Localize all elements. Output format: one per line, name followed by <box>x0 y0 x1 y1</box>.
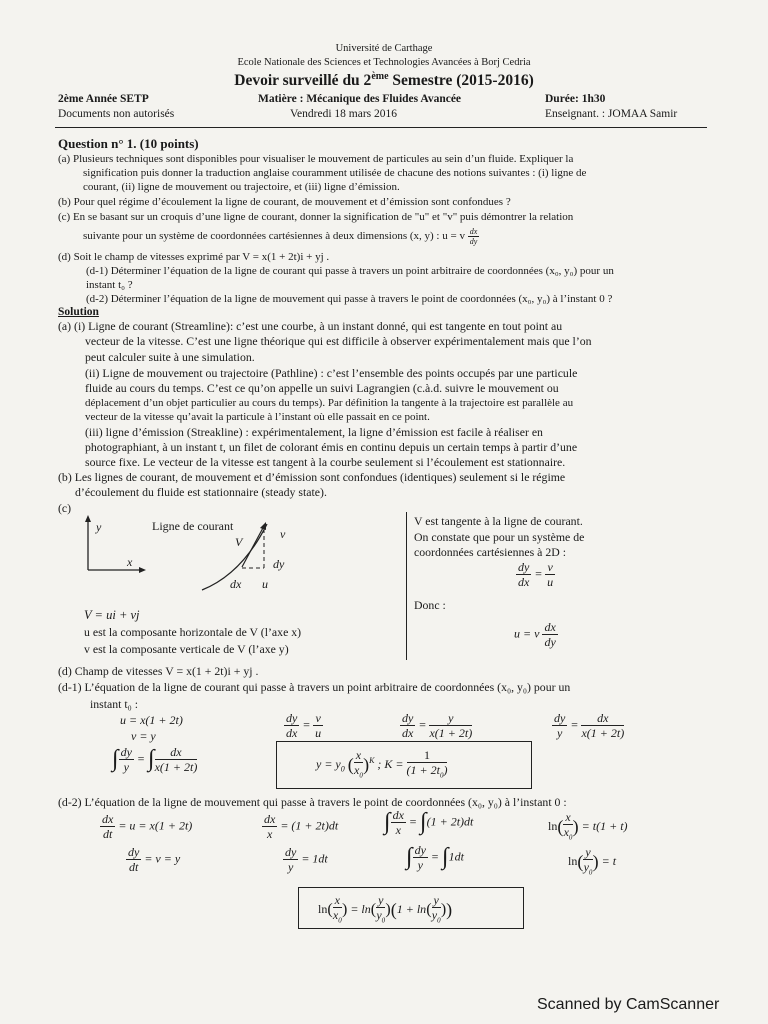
d2-integral-y-eq: ∫ $\frac{dy}{y}$ = ∫1dt <box>406 843 464 872</box>
d2-dx-x-eq: $\frac{dx}{x}$ = (1 + 2t)dt <box>264 812 339 841</box>
exam-date: Vendredi 18 mars 2016 <box>290 108 397 120</box>
sketch-y-label: y <box>96 520 102 534</box>
sketch-x-label: x <box>127 555 133 569</box>
duration-label: Durée: 1h30 <box>545 93 606 105</box>
u-component-desc: u est la composante horizontale de V (l’axe x) <box>84 625 302 639</box>
solution-a-ii-line4: vecteur de la vitesse qu’avait la particule à l’instant où elle passait en ce point. <box>85 411 430 423</box>
sketch-dy-label: dy <box>273 557 285 571</box>
velocity-arrow-icon <box>260 522 266 530</box>
tangent-statement: V est tangente à la ligne de courant. <box>414 514 583 528</box>
teacher-name: Enseignant. : JOMAA Samir <box>545 108 678 120</box>
question-title: Question n° 1. (10 points) <box>58 136 199 151</box>
velocity-vector-eq: V = ui + vj <box>84 608 140 622</box>
v-component-desc: v est la composante verticale de V (l’axe y) <box>84 642 289 656</box>
d1-slope-eq: $\frac{dy}{dx}$ = $\frac{v}{u}$ <box>286 711 322 740</box>
solution-a-iii-line3: source fixe. Le vecteur de la vitesse est tangent à la courbe seulement si l’écoulement est stationnaire. <box>85 455 566 469</box>
solution-a-ii-line2: fluide au cours du temps. C’est ce qu’on appelle un suivi Lagrangien (c.à.d. suivre le mouvement ou <box>85 381 559 395</box>
documents-note: Documents non autorisés <box>58 108 175 120</box>
d1-u-equation: u = x(1 + 2t) <box>120 713 183 727</box>
d2-dydt-eq: $\frac{dy}{dt}$ = v = y <box>128 845 181 874</box>
scanner-watermark: Scanned by CamScanner <box>537 996 720 1013</box>
d2-dy-y-eq: $\frac{dy}{y}$ = 1dt <box>285 845 328 874</box>
sketch-streamline-label: Ligne de courant <box>152 519 234 533</box>
question-d2: (d-2) Déterminer l’équation de la ligne de mouvement qui passe à travers le point de coordonnées (x₀, y₀) à l’instant 0 ? <box>86 293 613 305</box>
d2-dxdt-eq: $\frac{dx}{dt}$ = u = x(1 + 2t) <box>102 812 193 841</box>
solution-a-ii-line3: déplacement d’un objet particulier au cours du temps). Par définition la tangente à la trajectoire est parallèle au <box>85 397 574 409</box>
solution-d-line: (d) Champ de vitesses V = x(1 + 2t)i + yj . <box>58 664 259 678</box>
velocity-vector <box>242 526 264 567</box>
solution-a-i-line3: peut calculer suite à une simulation. <box>85 350 255 364</box>
sketch-V-label: V <box>235 535 243 549</box>
sketch-dx-label: dx <box>230 577 242 591</box>
solution-c-label: (c) <box>58 501 72 515</box>
university-name: Université de Carthage <box>335 43 433 54</box>
cartesian-statement-2: coordonnées cartésiennes à 2D : <box>414 545 566 559</box>
school-name: Ecole Nationale des Sciences et Technologies Avancées à Borj Cedria <box>237 57 531 68</box>
d2-ln-y-eq: ln( $\frac{y}{y_0}$ ) = t <box>568 845 617 877</box>
subject-label: Matière : Mécanique des Fluides Avancée <box>258 93 462 105</box>
question-a-line1: (a) Plusieurs techniques sont disponibles pour visualiser le mouvement de particules au sein d’un fluide. Expliquer la <box>58 153 574 165</box>
class-label: 2ème Année SETP <box>58 93 149 105</box>
sketch-u-label: u <box>262 577 268 591</box>
question-d1-line1: (d-1) Déterminer l’équation de la ligne de courant qui passe à travers un point arbitraire de coordonnées (x₀, y₀) pour un <box>86 265 614 277</box>
d1-substituted-eq: $\frac{dy}{dx}$ = $\frac{y}{x(1 + 2t)}$ <box>402 711 473 740</box>
exam-title: Devoir surveillé du 2ème Semestre (2015-2016) <box>234 71 534 90</box>
question-b: (b) Pour quel régime d’écoulement la ligne de courant, de mouvement et d’émission sont confondues ? <box>58 196 511 208</box>
solution-a-iii-line1: (iii) ligne d’émission (Streakline) : expérimentalement, la ligne d’émission est facile à réaliser en <box>85 425 543 439</box>
header-divider <box>55 127 707 128</box>
question-a-line3: courant, (ii) ligne de mouvement ou trajectoire, et (iii) ligne d’émission. <box>83 181 400 193</box>
d1-v-equation: v = y <box>131 729 156 743</box>
u-relation-equation: u = v $\frac{dx}{dy}$ <box>514 620 556 649</box>
slope-equation: $\frac{dy}{dx}$ = $\frac{v}{u}$ <box>518 560 554 589</box>
part-c-divider <box>406 512 407 660</box>
d1-separated-eq: $\frac{dy}{y}$ = $\frac{dx}{x(1 + 2t)}$ <box>554 711 625 740</box>
question-c-line1: (c) En se basant sur un croquis d’une ligne de courant, donner la signification de "u" et "v" puis démontrer la relation <box>58 211 574 223</box>
question-d1-line2: instant t₀ ? <box>86 279 133 291</box>
d2-result: ln( $\frac{x}{x_0}$ ) = ln( $\frac{y}{y_0}$ )(1 + ln( $\frac{y}{y_0}$ )) <box>318 893 453 925</box>
d1-integral-eq: ∫ $\frac{dy}{y}$ = ∫ $\frac{dx}{x(1 + 2t)}$ <box>112 745 198 774</box>
solution-d1-line1: (d-1) L’équation de la ligne de courant qui passe à travers un point arbitraire de coordonnées (x₀, y₀) pour un <box>58 680 571 694</box>
d2-ln-x-eq: ln( $\frac{x}{x_0}$ ) = t(1 + t) <box>548 810 628 842</box>
solution-a-ii-line1: (ii) Ligne de mouvement ou trajectoire (Pathline) : c’est l’ensemble des points occupés par une particule <box>85 366 578 380</box>
d2-integral-x-eq: ∫ $\frac{dx}{x}$ = ∫(1 + 2t)dt <box>384 808 474 837</box>
d1-result: $y = y_0$ ( $\frac{x}{x_0}$ )$^K$ ; K = $\frac{1}{(1 + 2t_0)}$ <box>316 748 448 780</box>
cartesian-statement-1: On constate que pour un système de <box>414 530 585 544</box>
solution-a-i-line2: vecteur de la vitesse. C’est une ligne théorique qui est difficile à observer expérimentalement mais que l’on <box>85 334 592 348</box>
donc-label: Donc : <box>414 598 446 612</box>
x-axis-arrow-icon <box>139 567 146 573</box>
solution-d1-line2: instant t₀ : <box>90 697 139 711</box>
solution-b-line2: d’écoulement du fluide est stationnaire (steady state). <box>75 485 327 499</box>
sketch-v-label: v <box>280 527 286 541</box>
solution-b-line1: (b) Les lignes de courant, de mouvement et d’émission sont confondues (identiques) seulement si le régime <box>58 470 566 484</box>
y-axis-arrow-icon <box>85 515 91 522</box>
solution-label: Solution <box>58 306 99 318</box>
solution-a-iii-line2: photographiant, à un instant t, un filet de colorant émis en continu depuis un certain temps à partir d’une <box>85 440 578 454</box>
question-a-line2: signification puis donner la traduction anglaise couramment utilisée de chacune des notions suivantes : (i) ligne de <box>83 167 587 179</box>
solution-d2-line: (d-2) L’équation de la ligne de mouvement qui passe à travers le point de coordonnées (x₀, y₀) à l’instant 0 : <box>58 795 567 809</box>
question-d: (d) Soit le champ de vitesses exprimé par V = x(1 + 2t)i + yj . <box>58 251 330 263</box>
solution-a-i-line1: (a) (i) Ligne de courant (Streamline): c’est une courbe, à un instant donné, qui est tangente en tout point au <box>58 319 563 333</box>
question-c-line2: suivante pour un système de coordonnées cartésiennes à deux dimensions (x, y) : u = v $\frac{dx}{dy}$ <box>83 227 478 246</box>
